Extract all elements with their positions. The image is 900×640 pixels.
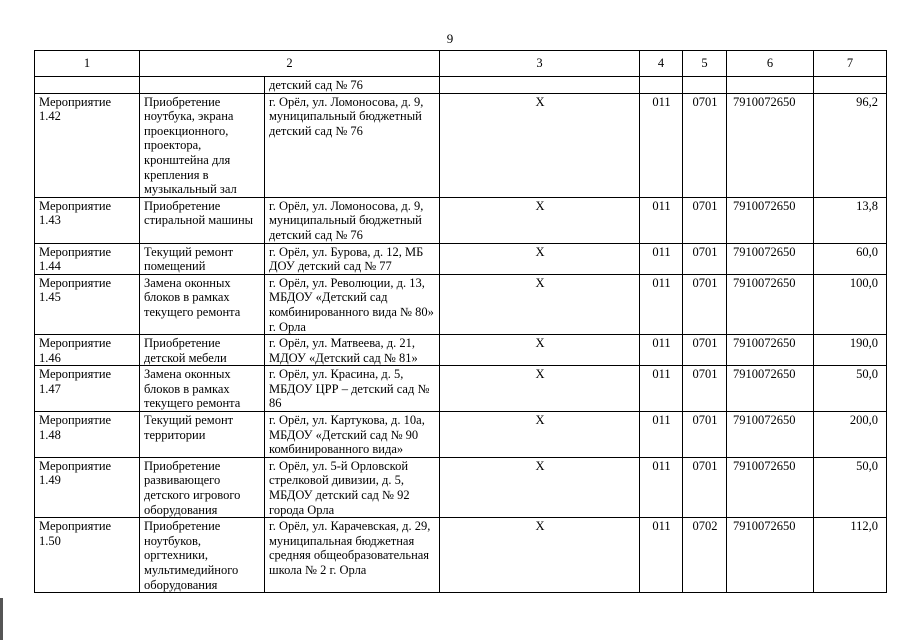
event-cell: Мероприятие 1.42 (35, 93, 140, 197)
col5-cell: 0701 (683, 412, 727, 458)
name-cell: Приобретение ноутбуков, оргтехники, мультимедийного оборудования (140, 518, 265, 593)
col6-cell: 7910072650 (727, 197, 814, 243)
col6-cell: 7910072650 (727, 366, 814, 412)
address-cell: г. Орёл, ул. Ломоносова, д. 9, муниципальный бюджетный детский сад № 76 (265, 93, 440, 197)
address-cell: г. Орёл, ул. Красина, д. 5, МБДОУ ЦРР – детский сад № 86 (265, 366, 440, 412)
col3-cell: Х (440, 197, 640, 243)
col6-cell: 7910072650 (727, 335, 814, 366)
col3-cell: Х (440, 335, 640, 366)
address-cell: г. Орёл, ул. Революции, д. 13, МБДОУ «Детский сад комбинированного вида № 80» г. Орла (265, 274, 440, 334)
col6-cell: 7910072650 (727, 243, 814, 274)
continuation-row (35, 77, 887, 94)
col4-cell: 011 (640, 243, 683, 274)
col5-cell: 0701 (683, 457, 727, 517)
col5-cell: 0701 (683, 197, 727, 243)
col3-cell: Х (440, 518, 640, 593)
col7-cell: 50,0 (814, 366, 887, 412)
header-cell-1: 1 (35, 51, 140, 77)
name-cell: Приобретение развивающего детского игрового оборудования (140, 457, 265, 517)
table-row (35, 412, 887, 458)
header-cell-4: 4 (640, 51, 683, 77)
col4-cell: 011 (640, 335, 683, 366)
col7-cell: 100,0 (814, 274, 887, 334)
col5-cell: 0701 (683, 366, 727, 412)
address-cell: г. Орёл, ул. Карачевская, д. 29, муниципальная бюджетная средняя общеобразовательная школа № 2 г. Орла (265, 518, 440, 593)
col6-cell: 7910072650 (727, 518, 814, 593)
col6-cell: 7910072650 (727, 93, 814, 197)
event-cell: Мероприятие 1.46 (35, 335, 140, 366)
header-cell-7: 7 (814, 51, 887, 77)
col3-cell: Х (440, 366, 640, 412)
header-cell-3: 3 (440, 51, 640, 77)
header-cell-6: 6 (727, 51, 814, 77)
table-row (35, 366, 887, 412)
col4-cell: 011 (640, 366, 683, 412)
event-cell: Мероприятие 1.45 (35, 274, 140, 334)
budget-table (34, 50, 887, 593)
scan-margin-mark (0, 598, 3, 640)
event-cell: Мероприятие 1.43 (35, 197, 140, 243)
col7-cell: 13,8 (814, 197, 887, 243)
col4-cell: 011 (640, 457, 683, 517)
col5-cell: 0702 (683, 518, 727, 593)
event-cell: Мероприятие 1.48 (35, 412, 140, 458)
col3-cell: Х (440, 457, 640, 517)
col7-cell: 50,0 (814, 457, 887, 517)
col5-cell: 0701 (683, 243, 727, 274)
page-number: 9 (446, 31, 454, 46)
address-cell: г. Орёл, ул. Бурова, д. 12, МБ ДОУ детский сад № 77 (265, 243, 440, 274)
col4-cell: 011 (640, 197, 683, 243)
name-cell: Текущий ремонт территории (140, 412, 265, 458)
col4-cell: 011 (640, 93, 683, 197)
event-cell: Мероприятие 1.49 (35, 457, 140, 517)
table-row (35, 243, 887, 274)
col6-cell: 7910072650 (727, 412, 814, 458)
col4-cell: 011 (640, 412, 683, 458)
col6-cell: 7910072650 (727, 274, 814, 334)
continuation-text: детский сад № 76 (265, 77, 440, 94)
col5-cell: 0701 (683, 274, 727, 334)
event-cell: Мероприятие 1.44 (35, 243, 140, 274)
col6-cell: 7910072650 (727, 457, 814, 517)
col7-cell: 60,0 (814, 243, 887, 274)
header-row (35, 51, 887, 77)
name-cell: Замена оконных блоков в рамках текущего ремонта (140, 274, 265, 334)
header-cell-5: 5 (683, 51, 727, 77)
col7-cell: 200,0 (814, 412, 887, 458)
col3-cell: Х (440, 274, 640, 334)
event-cell: Мероприятие 1.47 (35, 366, 140, 412)
col7-cell: 112,0 (814, 518, 887, 593)
col7-cell: 96,2 (814, 93, 887, 197)
name-cell: Приобретение ноутбука, экрана проекционного, проектора, кронштейна для крепления в музыкальный зал (140, 93, 265, 197)
col7-cell: 190,0 (814, 335, 887, 366)
table-row (35, 93, 887, 197)
col3-cell: Х (440, 412, 640, 458)
address-cell: г. Орёл, ул. 5-й Орловской стрелковой дивизии, д. 5, МБДОУ детский сад № 92 города Орла (265, 457, 440, 517)
address-cell: г. Орёл, ул. Картукова, д. 10а, МБДОУ «Детский сад № 90 комбинированного вида» (265, 412, 440, 458)
col4-cell: 011 (640, 274, 683, 334)
table-row (35, 518, 887, 593)
name-cell: Текущий ремонт помещений (140, 243, 265, 274)
event-cell: Мероприятие 1.50 (35, 518, 140, 593)
address-cell: г. Орёл, ул. Матвеева, д. 21, МДОУ «Детский сад № 81» (265, 335, 440, 366)
name-cell: Замена оконных блоков в рамках текущего ремонта (140, 366, 265, 412)
header-cell-2: 2 (140, 51, 440, 77)
name-cell: Приобретение детской мебели (140, 335, 265, 366)
col5-cell: 0701 (683, 335, 727, 366)
table-row (35, 457, 887, 517)
name-cell: Приобретение стиральной машины (140, 197, 265, 243)
address-cell: г. Орёл, ул. Ломоносова, д. 9, муниципальный бюджетный детский сад № 76 (265, 197, 440, 243)
table-row (35, 197, 887, 243)
col3-cell: Х (440, 93, 640, 197)
col4-cell: 011 (640, 518, 683, 593)
col3-cell: Х (440, 243, 640, 274)
table-row (35, 335, 887, 366)
col5-cell: 0701 (683, 93, 727, 197)
table-row (35, 274, 887, 334)
